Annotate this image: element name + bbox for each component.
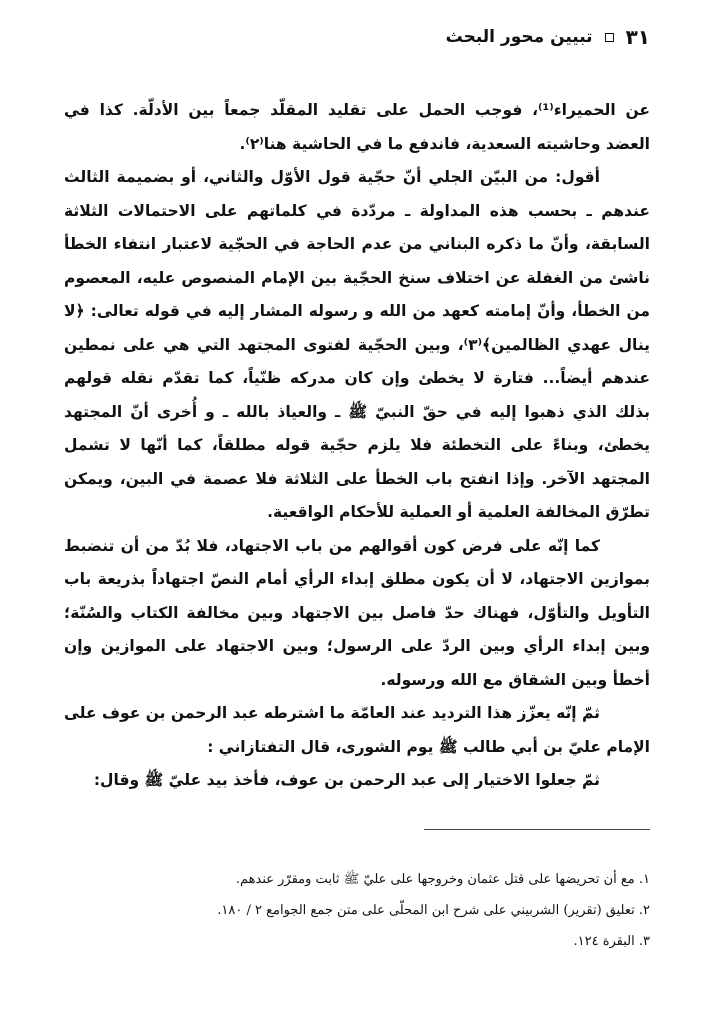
body-text	[64, 94, 650, 798]
paragraph-1: عن الحميراء⁽¹⁾، فوجب الحمل على تقليد المقلّد جمعاً بين الأدلّة. كذا في العضد وحاشيته السعدية، فاندفع ما في الحاشية هنا⁽٢⁾.	[64, 101, 650, 153]
paragraph-5: ثمّ جعلوا الاختيار إلى عبد الرحمن بن عوف، فأخذ بيد عليّ ﷺ وقال:	[93, 771, 600, 789]
footnotes	[64, 864, 650, 957]
paragraph-2: أقول: من البيّن الجلي أنّ حجّية قول الأوّل والثاني، أو بضميمة الثالث عندهم ـ بحسب هذه المداولة ـ مردّدة في كلماتهم على الاحتمالات الثلاثة السابقة، وأنّ ما ذكره البناني من عدم الحاجة في الحجّية لاعتبار انتفاء الخطأ ناشئ من الغفلة عن اختلاف سنخ الحجّية بين الإمام المنصوص عليه، المعصوم من الخطأ، وأنّ إمامته كعهد من الله و رسوله المشار إليه في قوله تعالى: ﴿لا ينال عهدي الظالمين﴾⁽٣⁾، وبين الحجّية لفتوى المجتهد التي هي على نمطين عندهم أيضاً... فتارة لا يخطئ وإن كان مدركه ظنّياً، كما تقدّم نقله قولهم بذلك الذي ذهبوا إليه في حقّ النبيّ ﷺ ـ والعياذ بالله ـ و أُخرى أنّ المجتهد يخطئ، وبناءً على التخطئة فلا يلزم حجّية قوله مطلقاً، كما أنّها لا تشمل المجتهد الآخر. وإذا انفتح باب الخطأ على الثلاثة فلا عصمة في البين، ويمكن تطرّق المخالفة العلمية أو العملية للأحكام الواقعية.	[64, 168, 650, 521]
footnote-3: ٣. البقرة ١٢٤.	[573, 934, 650, 949]
running-header	[64, 22, 650, 52]
paragraph-3: كما إنّه على فرض كون أقوالهم من باب الاجتهاد، فلا بُدّ من أن تنضبط بموازين الاجتهاد، لا أن يكون مطلق إبداء الرأي أمام النصّ اجتهاداً بذريعة باب التأويل والتأوّل، فهناك حدّ فاصل بين الاجتهاد وبين مخالفة الكتاب والسُنّة؛ وبين إبداء الرأي وبين الردّ على الرسول؛ وبين الاجتهاد على الموازين وإن أخطأ وبين الشقاق مع الله ورسوله.	[64, 536, 650, 689]
running-title: تبيين محور البحث	[445, 27, 593, 47]
footnote-1: ١. مع أن تحريضها على قتل عثمان وخروجها على عليّ ﷺ ثابت ومقرّر عندهم.	[235, 872, 650, 887]
footnote-2: ٢. تعليق (تقرير) الشربيني على شرح ابن المحلّى على متن جمع الجوامع ٢ / ١٨٠.	[217, 903, 650, 918]
header-separator-square	[605, 33, 614, 42]
page-number: ٣١	[625, 25, 650, 49]
footnote-divider	[424, 829, 650, 830]
book-page	[64, 22, 650, 1027]
paragraph-4: ثمّ إنّه يعزّز هذا الترديد عند العامّة ما اشترطه عبد الرحمن بن عوف على الإمام عليّ بن أبي طالب ﷺ يوم الشورى، قال التفتازاني :	[64, 704, 650, 756]
